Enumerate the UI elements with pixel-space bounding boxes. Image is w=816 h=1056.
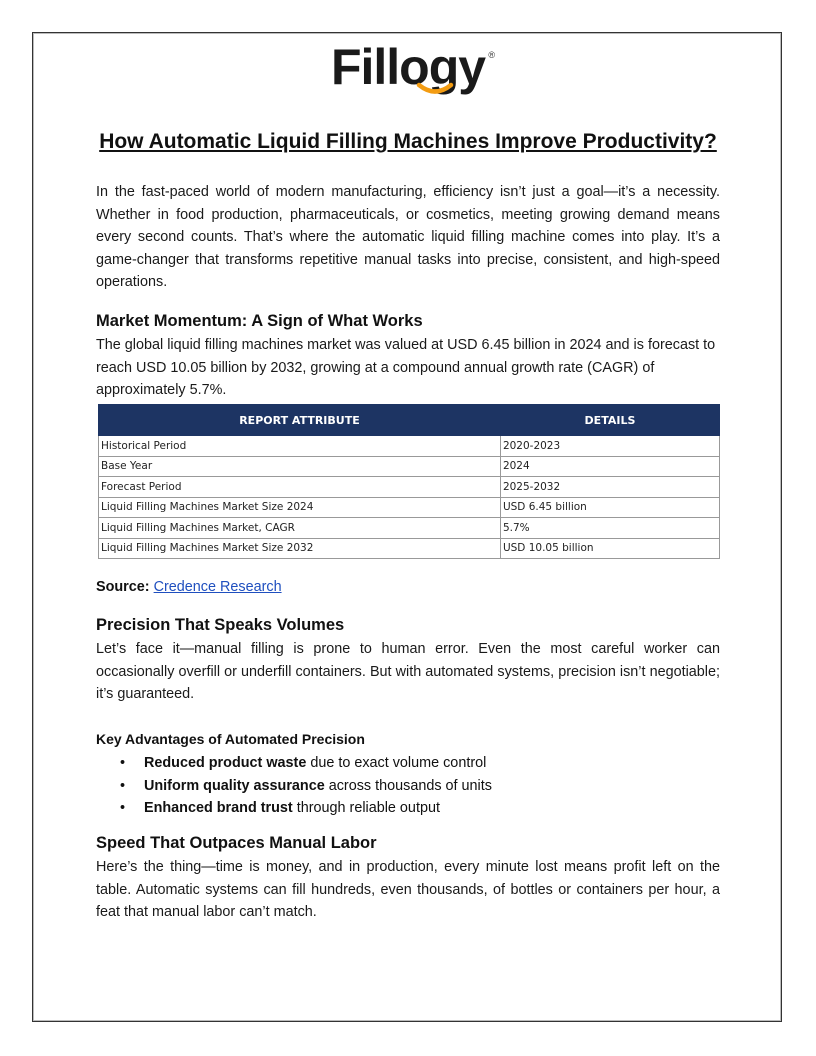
list-item — [120, 775, 492, 798]
header — [0, 38, 816, 100]
market-paragraph: The global liquid filling machines market was valued at USD 6.45 billion in 2024 and is forecast to reach USD 10.05 billion by 2032, growing at a compound annual growth rate (CAGR) of approximately 5.7%. — [96, 337, 716, 398]
bullet-text: through reliable output — [292, 800, 440, 816]
table-cell: 2020-2023 — [500, 436, 719, 457]
table-header-row — [99, 405, 720, 436]
source-label: Source: — [96, 579, 150, 595]
table-cell: Historical Period — [99, 436, 501, 457]
brand-name: Fillogy — [330, 39, 486, 95]
list-item — [120, 752, 492, 775]
intro-paragraph: In the fast-paced world of modern manufacturing, efficiency isn’t just a goal—it’s a necessity. Whether in food production, pharmaceuticals, or cosmetics, meeting growing demand means every second counts. That’s where the automatic liquid filling machine comes into play. It’s a game-changer that transforms repetitive manual tasks into precise, consistent, and high-speed operations. — [96, 184, 720, 290]
brand-logo — [330, 38, 496, 100]
table-cell: Forecast Period — [99, 477, 501, 498]
table-cell: 2025-2032 — [500, 477, 719, 498]
table-cell: 2024 — [500, 456, 719, 477]
source-line — [96, 579, 282, 595]
table-cell: USD 6.45 billion — [500, 497, 719, 518]
precision-heading: Precision That Speaks Volumes — [96, 616, 345, 634]
table-cell: USD 10.05 billion — [500, 538, 719, 559]
bullet-icon: • — [120, 755, 126, 771]
smile-icon — [415, 82, 455, 96]
advantages-list — [120, 752, 492, 820]
table-row — [99, 518, 720, 539]
bullet-text: across thousands of units — [324, 777, 492, 794]
table-row — [99, 477, 720, 498]
advantages-subheading: Key Advantages of Automated Precision — [96, 731, 365, 747]
bullet-icon: • — [120, 777, 126, 794]
bullet-text: due to exact volume control — [306, 755, 487, 771]
speed-heading: Speed That Outpaces Manual Labor — [96, 834, 377, 852]
bullet-bold: Enhanced brand trust — [144, 800, 293, 816]
bullet-bold: Reduced product waste — [144, 755, 307, 771]
table-cell: Liquid Filling Machines Market Size 2032 — [99, 538, 501, 559]
table-cell: Liquid Filling Machines Market Size 2024 — [99, 497, 501, 518]
page-title: How Automatic Liquid Filling Machines Improve Productivity? — [99, 130, 717, 153]
registered-mark: ® — [488, 50, 496, 60]
table-row — [99, 497, 720, 518]
precision-paragraph: Let’s face it—manual filling is prone to human error. Even the most careful worker can occasionally overfill or underfill containers. But with automated systems, precision isn’t negotiable; it’s guaranteed. — [96, 641, 720, 702]
list-item — [120, 797, 492, 820]
bullet-bold: Uniform quality assurance — [144, 777, 325, 794]
table-row — [99, 538, 720, 559]
table-cell: Liquid Filling Machines Market, CAGR — [99, 518, 501, 539]
table-row — [99, 436, 720, 457]
table-row — [99, 456, 720, 477]
column-header-details: DETAILS — [500, 405, 719, 436]
source-link[interactable]: Credence Research — [153, 579, 282, 595]
table-cell: 5.7% — [500, 518, 719, 539]
table-cell: Base Year — [99, 456, 501, 477]
market-heading: Market Momentum: A Sign of What Works — [96, 312, 423, 330]
column-header-attribute: REPORT ATTRIBUTE — [99, 405, 501, 436]
bullet-icon: • — [120, 800, 126, 816]
speed-paragraph: Here’s the thing—time is money, and in production, every minute lost means profit left on the table. Automatic systems can fill hundreds, even thousands, of bottles or containers per hour, a feat that manual labor can’t match. — [96, 859, 720, 920]
report-table — [98, 404, 720, 559]
